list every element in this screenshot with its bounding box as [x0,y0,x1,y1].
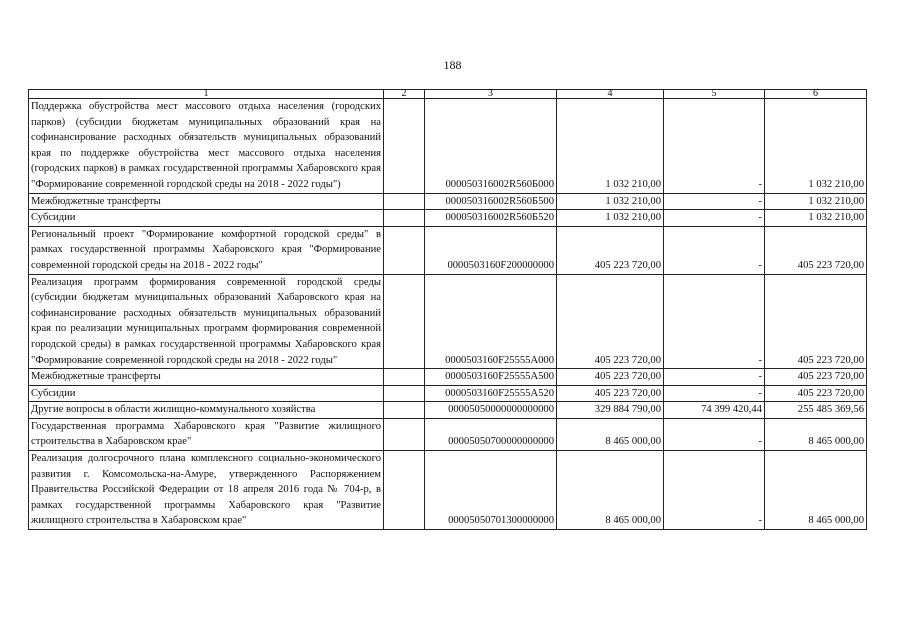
row-description: Реализация долгосрочного плана комплексного социально-экономического развития г. Комсомольска-на-Амуре, утвержденного Распоряжением Правительства Российской Федерации от 18 апреля 2016 года № 704-р, в рамках государственной программы Хабаровского края "Развитие жилищного строительства в Хабаровском крае" [29,451,384,530]
row-col2 [384,226,425,274]
row-col5: - [664,369,765,386]
row-code: 000050316002R560Б500 [425,193,557,210]
row-code: 00005050700000000000 [425,418,557,450]
row-col2 [384,418,425,450]
row-col6: 255 485 369,56 [765,402,867,419]
row-col6: 8 465 000,00 [765,451,867,530]
column-header: 2 [384,90,425,99]
row-col5: - [664,451,765,530]
row-code: 0000503160F25555А000 [425,274,557,369]
row-col2 [384,402,425,419]
row-col2 [384,193,425,210]
row-col4: 1 032 210,00 [557,210,664,227]
row-col4: 1 032 210,00 [557,193,664,210]
row-code: 0000503160F200000000 [425,226,557,274]
row-col2 [384,385,425,402]
table-row [29,418,867,450]
row-col4: 329 884 790,00 [557,402,664,419]
row-col5: - [664,274,765,369]
row-col6: 1 032 210,00 [765,210,867,227]
row-col5: - [664,385,765,402]
row-description: Другие вопросы в области жилищно-коммунального хозяйства [29,402,384,419]
row-description: Межбюджетные трансферты [29,193,384,210]
column-header: 5 [664,90,765,99]
row-col2 [384,99,425,194]
row-col5: - [664,418,765,450]
row-col6: 405 223 720,00 [765,369,867,386]
row-col4: 405 223 720,00 [557,274,664,369]
row-col2 [384,274,425,369]
table-row [29,193,867,210]
budget-table [28,89,867,530]
row-col2 [384,369,425,386]
row-description: Субсидии [29,385,384,402]
row-col2 [384,210,425,227]
row-description: Реализация программ формирования современной городской среды (субсидии бюджетам муниципальных образований Хабаровского края на софинансирование расходных обязательств муниципальных образований края по реализации муниципальных программ формирования современной городской среды) в рамках государственной программы Хабаровского края "Формирование современной городской среды на 2018 - 2022 годы" [29,274,384,369]
column-header: 6 [765,90,867,99]
row-col4: 405 223 720,00 [557,385,664,402]
row-col4: 405 223 720,00 [557,226,664,274]
row-description: Поддержка обустройства мест массового отдыха населения (городских парков) (субсидии бюджетам муниципальных образований края на софинансирование расходных обязательств муниципальных образований края по поддержке обустройства мест массового отдыха населения (городских парков) в рамках государственной программы Хабаровского края "Формирование современной городской среды на 2018 - 2022 годы") [29,99,384,194]
row-col4: 1 032 210,00 [557,99,664,194]
table-row [29,99,867,194]
row-code: 000050316002R560Б000 [425,99,557,194]
table-row [29,385,867,402]
row-col6: 405 223 720,00 [765,226,867,274]
table-row [29,451,867,530]
page-number: 188 [443,58,462,72]
table-row [29,274,867,369]
row-col5: - [664,210,765,227]
table-row [29,210,867,227]
row-col6: 8 465 000,00 [765,418,867,450]
row-description: Субсидии [29,210,384,227]
row-col6: 1 032 210,00 [765,193,867,210]
row-col5: 74 399 420,44 [664,402,765,419]
table-row [29,226,867,274]
table-row [29,402,867,419]
row-col4: 405 223 720,00 [557,369,664,386]
row-col4: 8 465 000,00 [557,418,664,450]
table-row [29,369,867,386]
row-code: 00005050701300000000 [425,451,557,530]
row-col5: - [664,226,765,274]
row-col6: 1 032 210,00 [765,99,867,194]
column-header: 1 [29,90,384,99]
table-header-row [29,90,867,99]
row-col5: - [664,193,765,210]
row-col6: 405 223 720,00 [765,385,867,402]
row-code: 0000503160F25555А520 [425,385,557,402]
row-description: Региональный проект "Формирование комфортной городской среды" в рамках государственной программы Хабаровского края "Формирование современной городской среды на 2018 - 2022 годы" [29,226,384,274]
row-col2 [384,451,425,530]
row-col4: 8 465 000,00 [557,451,664,530]
row-description: Межбюджетные трансферты [29,369,384,386]
row-col5: - [664,99,765,194]
row-code: 000050316002R560Б520 [425,210,557,227]
column-header: 3 [425,90,557,99]
row-col6: 405 223 720,00 [765,274,867,369]
row-code: 0000503160F25555А500 [425,369,557,386]
row-description: Государственная программа Хабаровского края "Развитие жилищного строительства в Хабаровском крае" [29,418,384,450]
row-code: 00005050000000000000 [425,402,557,419]
column-header: 4 [557,90,664,99]
